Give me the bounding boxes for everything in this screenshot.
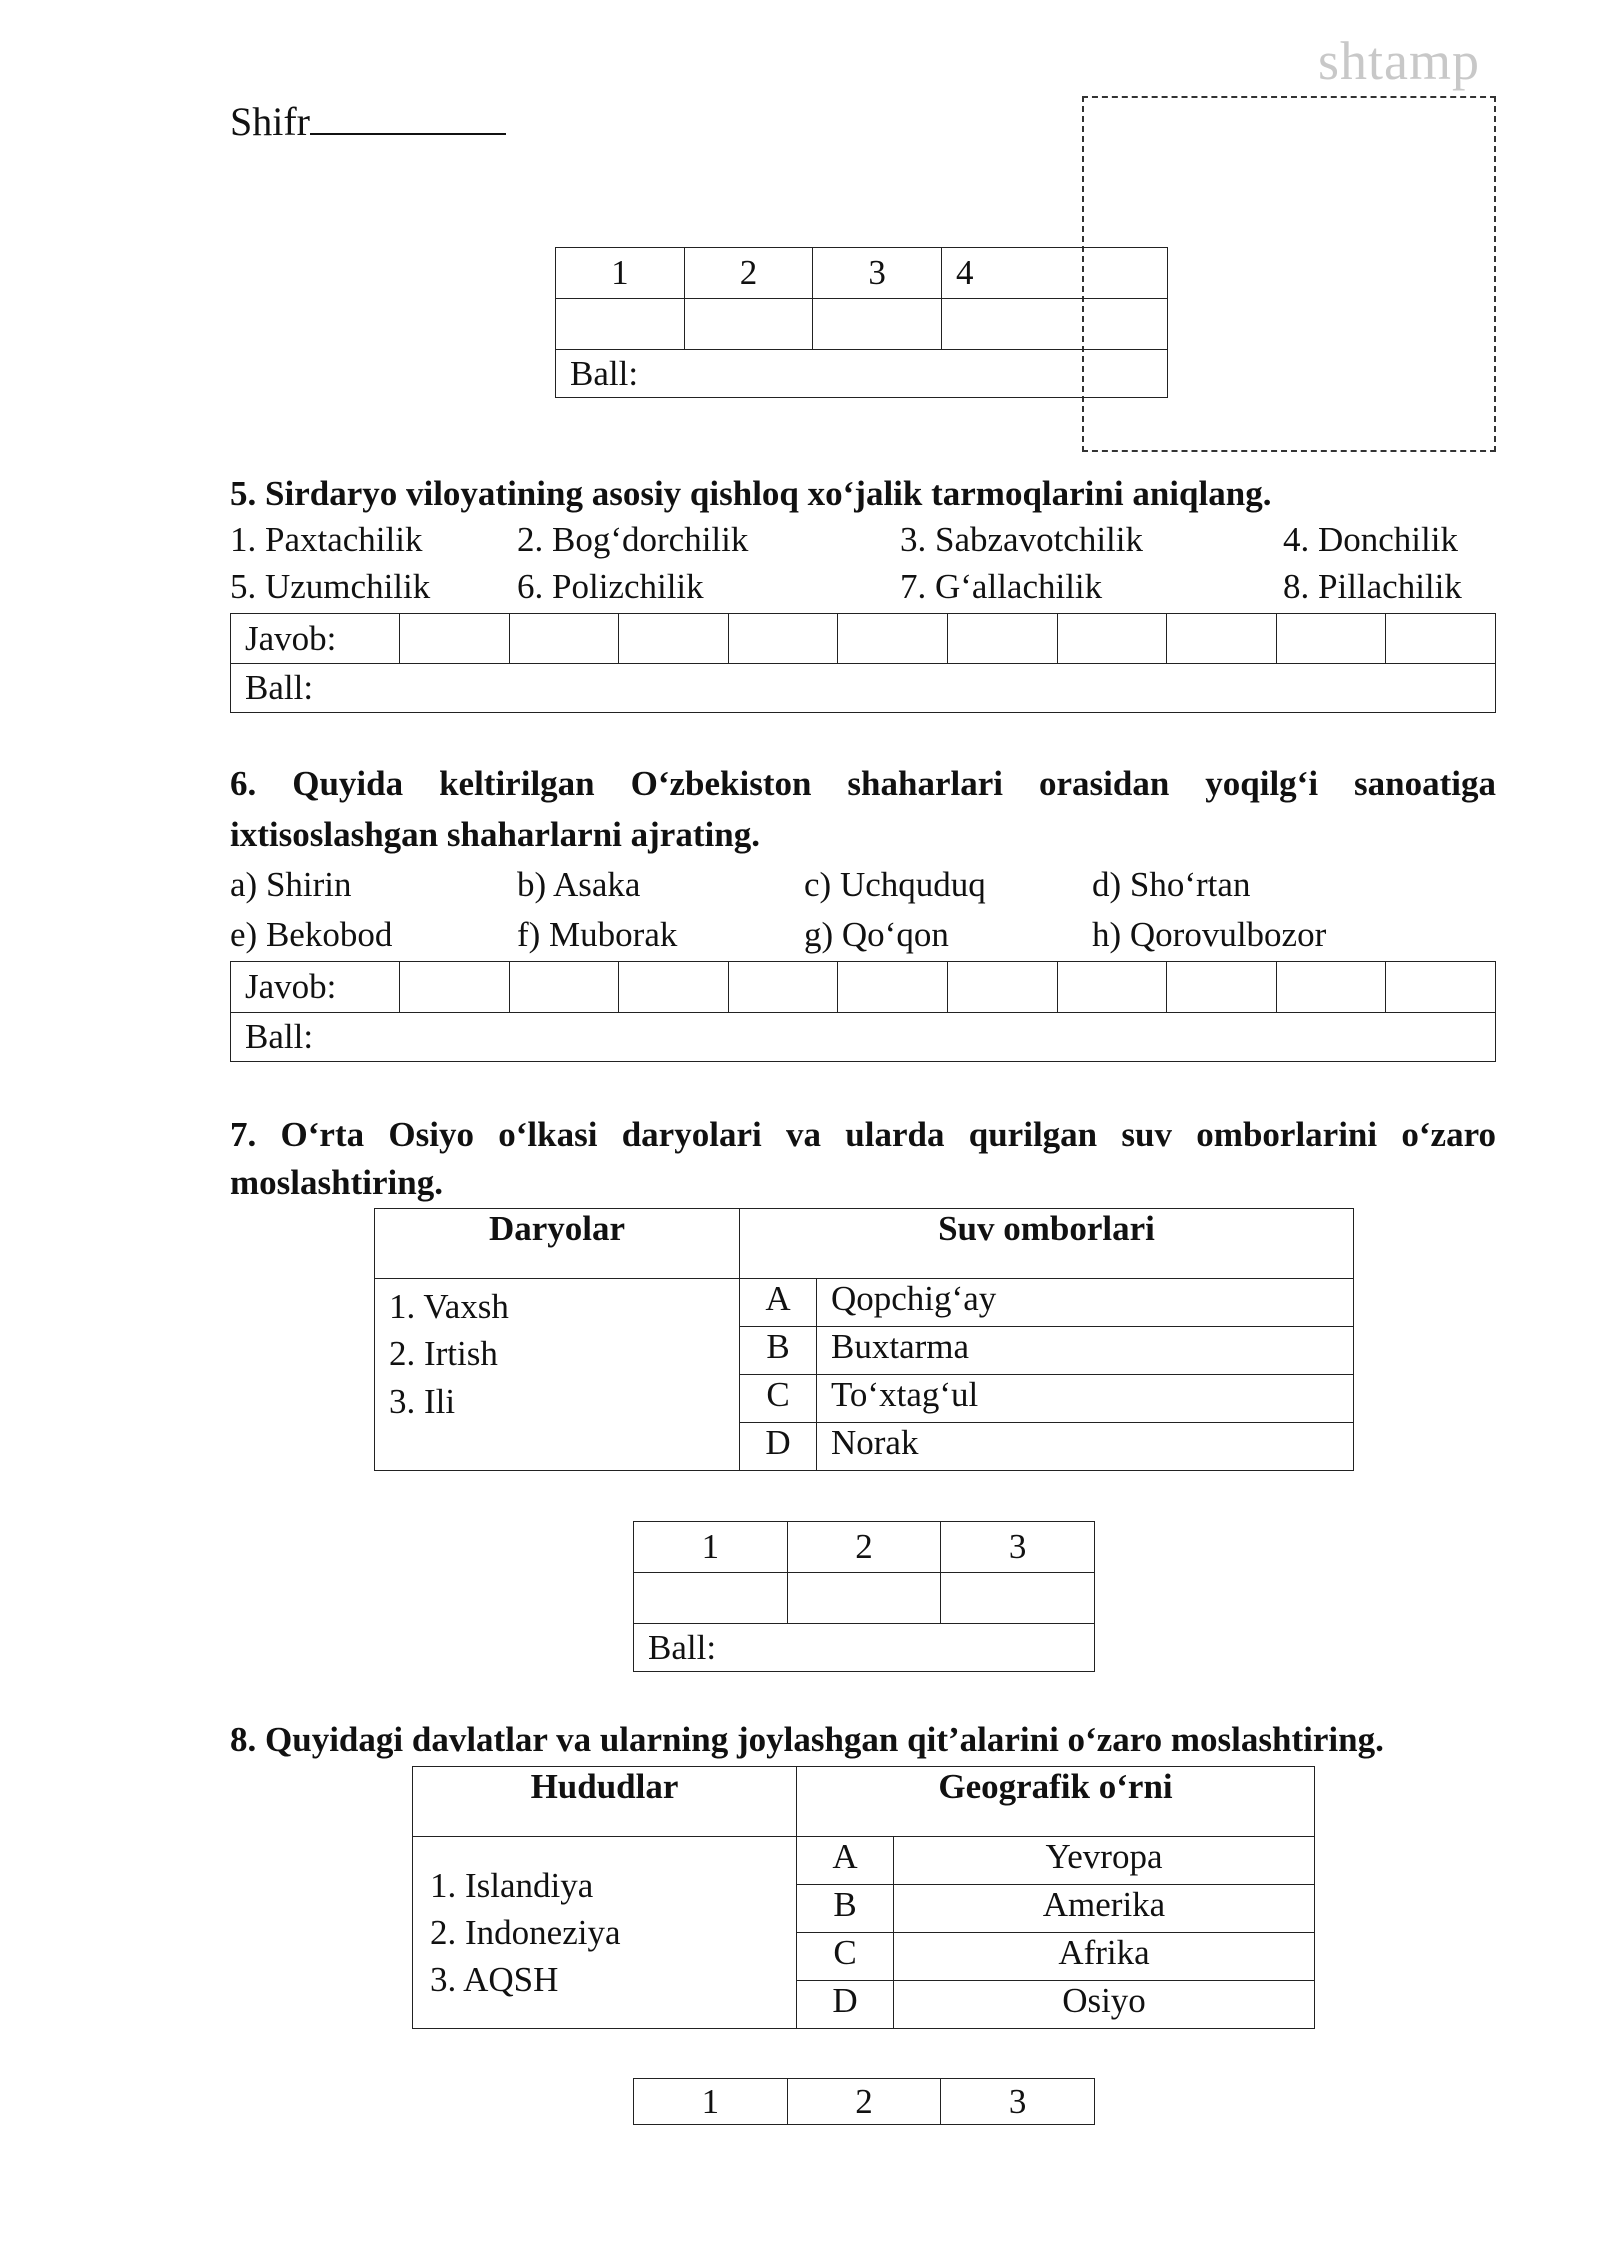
score-input-2[interactable] (684, 299, 813, 350)
q7-right-header: Suv omborlari (740, 1209, 1354, 1279)
q5-answer-cell-4[interactable] (728, 614, 838, 664)
q8-left-item-1: 1. Islandiya (430, 1865, 594, 1905)
q5-answer-cell-9[interactable] (1276, 614, 1386, 664)
q6-option-d: d) Sho‘rtan (1092, 865, 1251, 904)
q7-reservoir-d: Norak (817, 1423, 1354, 1471)
q6-answer-cell-6[interactable] (947, 962, 1057, 1013)
q7-left-header: Daryolar (375, 1209, 740, 1279)
q8-left-item-2: 2. Indoneziya (430, 1912, 621, 1952)
q5-answer-cell-2[interactable] (509, 614, 619, 664)
q7-left-item-3: 3. Ili (389, 1381, 456, 1421)
q5-answer-cell-3[interactable] (619, 614, 729, 664)
q6-option-f: f) Muborak (517, 915, 678, 954)
q8-region-c: Afrika (894, 1933, 1315, 1981)
q6-answer-table (230, 961, 1496, 1062)
q6-title-line2: ixtisoslashgan shaharlarni ajrating. (230, 815, 760, 854)
q6-answer-cell-2[interactable] (509, 962, 619, 1013)
q6-option-g: g) Qo‘qon (804, 915, 949, 954)
q6-answer-cell-9[interactable] (1276, 962, 1386, 1013)
q6-option-a: a) Shirin (230, 865, 352, 904)
q5-answer-cell-5[interactable] (838, 614, 948, 664)
q5-option-7: 7. G‘allachilik (900, 567, 1103, 606)
q7-score-input-2[interactable] (787, 1573, 941, 1624)
q8-region-a: Yevropa (894, 1837, 1315, 1885)
q5-javob-label: Javob: (231, 614, 400, 664)
q6-answer-cell-4[interactable] (728, 962, 838, 1013)
q5-option-5: 5. Uzumchilik (230, 567, 431, 606)
q5-answer-cell-10[interactable] (1386, 614, 1496, 664)
shifr-field (230, 98, 506, 146)
q8-score-table (633, 2078, 1095, 2125)
q7-reservoir-a: Qopchig‘ay (817, 1279, 1354, 1327)
q8-score-col-3: 3 (941, 2079, 1095, 2125)
q5-option-1: 1. Paxtachilik (230, 520, 423, 559)
q5-option-4: 4. Donchilik (1283, 520, 1458, 559)
q7-title-line2: moslashtiring. (230, 1163, 443, 1202)
q5-option-2: 2. Bog‘dorchilik (517, 520, 749, 559)
q6-ball-label: Ball: (231, 1013, 1496, 1062)
q8-score-col-1: 1 (634, 2079, 788, 2125)
q8-letter-c: C (797, 1933, 894, 1981)
q6-option-b: b) Asaka (517, 865, 641, 904)
q7-letter-b: B (740, 1327, 817, 1375)
q6-option-c: c) Uchquduq (804, 865, 986, 904)
q6-answer-cell-10[interactable] (1386, 962, 1496, 1013)
q8-letter-d: D (797, 1981, 894, 2029)
q7-score-col-2: 2 (787, 1522, 941, 1573)
q8-letter-b: B (797, 1885, 894, 1933)
q6-answer-cell-3[interactable] (619, 962, 729, 1013)
shifr-blank-line (310, 101, 506, 135)
q6-answer-cell-1[interactable] (400, 962, 510, 1013)
q7-letter-d: D (740, 1423, 817, 1471)
ball-label: Ball: (556, 350, 1168, 398)
q5-answer-cell-1[interactable] (400, 614, 510, 664)
q7-letter-c: C (740, 1375, 817, 1423)
q7-letter-a: A (740, 1279, 817, 1327)
q8-left-list (413, 1837, 797, 2029)
q8-match-table (412, 1766, 1315, 2029)
score-input-4[interactable] (941, 299, 1167, 350)
q5-answer-table (230, 613, 1496, 713)
q7-reservoir-c: To‘xtag‘ul (817, 1375, 1354, 1423)
q6-answer-cell-8[interactable] (1167, 962, 1277, 1013)
q5-option-3: 3. Sabzavotchilik (900, 520, 1144, 559)
q7-left-item-1: 1. Vaxsh (389, 1287, 509, 1326)
q6-javob-label: Javob: (231, 962, 400, 1013)
stamp-label: shtamp (1318, 31, 1480, 91)
q7-score-col-1: 1 (634, 1522, 788, 1573)
q7-left-item-2: 2. Irtish (389, 1334, 498, 1374)
q5-answer-cell-6[interactable] (947, 614, 1057, 664)
q8-left-item-3: 3. AQSH (430, 1960, 559, 2000)
q8-letter-a: A (797, 1837, 894, 1885)
q5-option-8: 8. Pillachilik (1283, 567, 1462, 606)
q6-answer-cell-5[interactable] (838, 962, 948, 1013)
q7-score-table (633, 1521, 1095, 1672)
score-col-4: 4 (941, 248, 1167, 299)
q7-reservoir-b: Buxtarma (817, 1327, 1354, 1375)
score-input-1[interactable] (556, 299, 685, 350)
q5-ball-label: Ball: (231, 664, 1496, 713)
q5-answer-cell-8[interactable] (1167, 614, 1277, 664)
q6-title-line1: 6. Quyida keltirilgan O‘zbekiston shaharlari orasidan yoqilg‘i sanoatiga (230, 764, 1496, 803)
q6-option-h: h) Qorovulbozor (1092, 915, 1327, 954)
top-score-table (555, 247, 1168, 398)
q7-score-col-3: 3 (941, 1522, 1095, 1573)
q7-score-input-1[interactable] (634, 1573, 788, 1624)
q7-title-line1: 7. O‘rta Osiyo o‘lkasi daryolari va ularda qurilgan suv omborlarini o‘zaro (230, 1115, 1496, 1154)
q8-title: 8. Quyidagi davlatlar va ularning joylashgan qit’alarini o‘zaro moslashtiring. (230, 1720, 1384, 1759)
q8-region-d: Osiyo (894, 1981, 1315, 2029)
q5-answer-cell-7[interactable] (1057, 614, 1167, 664)
score-col-2: 2 (684, 248, 813, 299)
q8-left-header: Hududlar (413, 1767, 797, 1837)
q8-right-header: Geografik o‘rni (797, 1767, 1315, 1837)
q5-option-6: 6. Polizchilik (517, 567, 704, 606)
q7-match-table (374, 1208, 1354, 1471)
q7-score-input-3[interactable] (941, 1573, 1095, 1624)
shifr-label: Shifr (230, 99, 310, 144)
q7-left-list (375, 1279, 740, 1471)
q8-score-col-2: 2 (787, 2079, 941, 2125)
score-col-1: 1 (556, 248, 685, 299)
score-col-3: 3 (813, 248, 942, 299)
q8-region-b: Amerika (894, 1885, 1315, 1933)
q7-ball-label: Ball: (634, 1624, 1095, 1672)
q6-option-e: e) Bekobod (230, 915, 393, 954)
score-input-3[interactable] (813, 299, 942, 350)
q6-answer-cell-7[interactable] (1057, 962, 1167, 1013)
q5-title: 5. Sirdaryo viloyatining asosiy qishloq xo‘jalik tarmoqlarini aniqlang. (230, 474, 1272, 513)
